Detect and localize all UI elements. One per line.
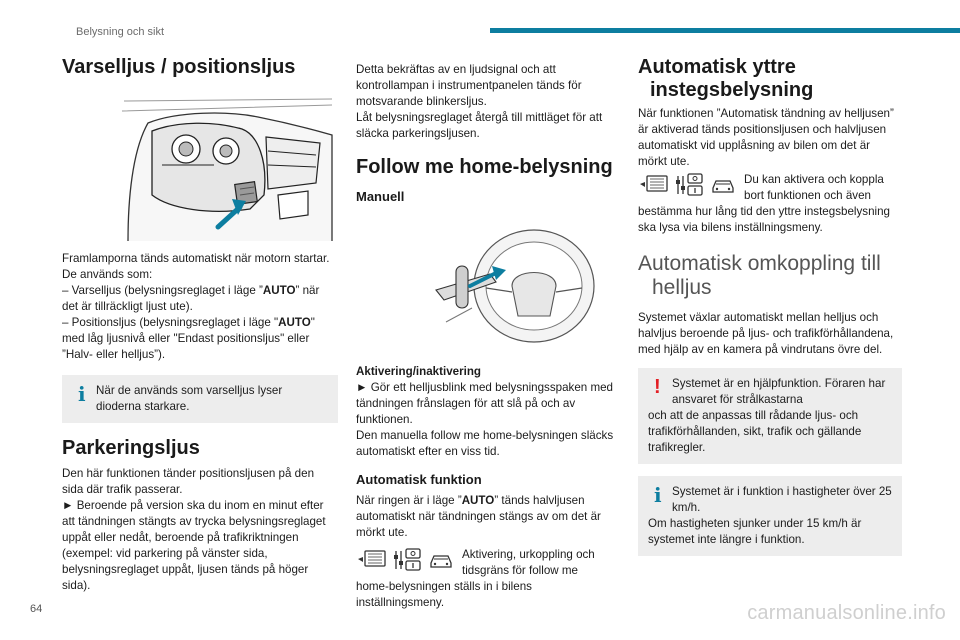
drl-item-daytime: – Varselljus (belysningsreglaget i läge ”AUTO” när det är tillräckligt ljust ute). — [62, 284, 320, 313]
drl-item-position: – Positionsljus (belysningsreglaget i läge "AUTO" med låg ljusnivå eller "Endast positionsljus" eller ”Halv- eller helljus”). — [62, 316, 315, 361]
steering-wheel-illustration — [416, 212, 606, 362]
parking-reset-text: Låt belysningsreglaget återgå till mittläget för att släcka parkeringsljusen. — [356, 111, 603, 140]
follow-me-settings-row — [356, 547, 618, 579]
activation-title: Aktivering/inaktivering — [356, 365, 481, 378]
touchscreen-icon — [356, 549, 388, 576]
drl-title: Varselljus / positionsljus — [62, 56, 296, 78]
settings-icons-group — [356, 547, 454, 578]
automatic-text: När ringen är i läge ”AUTO” tänds halvljusen automatiskt när tändningen stängs av om det är mörkt ute. — [356, 494, 601, 539]
column-left — [62, 56, 338, 594]
car-settings-icon — [710, 174, 736, 201]
activation-text: ► Gör ett helljusblink med belysningsspaken med tändningen frånslagen för att slå på och av funktionen. — [356, 381, 614, 426]
parking-lights-steps: ► Beroende på version ska du inom en minut efter att tändningen stängts av trycka belysningsreglaget uppåt eller nedåt, beroende på trafikriktningen (exempel: vid parkering på vänster sida, belysningsreglaget uppåt, ljusen tänds på höger sida). — [62, 499, 326, 592]
follow-me-settings-text: Aktivering, urkoppling och tidsgräns för follow me — [462, 548, 595, 577]
settings-panel-icon — [392, 547, 424, 578]
drl-used-as: De används som: — [62, 268, 153, 281]
parking-confirm-text: Detta bekräftas av en ljudsignal och att kontrollampan i instrumentpanelen tänds för motsvarande blinkersljus. — [356, 63, 582, 108]
welcome-settings-text-cont: bestämma hur lång tid den yttre instegsbelysning ska lysa via bilens inställningsmeny. — [638, 205, 890, 234]
drl-intro: Framlamporna tänds automatiskt när motorn startar. — [62, 252, 330, 265]
page-number: 64 — [30, 603, 43, 615]
auto-high-beam-text: Systemet växlar automatiskt mellan helljus och halvljus beroende på ljus- och trafikförhållandena, med hjälp av en kamera på vindrutans övre del. — [638, 311, 894, 356]
welcome-settings-row — [638, 172, 902, 204]
speed-info-note: i Systemet är i funktion i hastigheter över 25 km/h. Om hastigheten sjunker under 15 km/h är systemet inte längre i funktion. — [638, 476, 902, 556]
automatic-subtitle: Automatisk funktion — [356, 472, 482, 487]
warning-icon: ! — [654, 376, 661, 398]
driver-responsibility-warning: ! Systemet är en hjälpfunktion. Föraren har ansvaret för strålkastarna och att de anpassas till rådande ljus- och trafikförhållanden, sikt, trafik och gällande trafikregler. — [638, 368, 902, 464]
settings-panel-icon — [674, 172, 706, 203]
info-icon: i — [78, 382, 86, 406]
parking-lights-text: Den här funktionen tänder positionsljusen på den sida där trafik passerar. — [62, 467, 315, 496]
column-middle — [356, 62, 618, 611]
welcome-settings-icons — [638, 172, 736, 203]
welcome-lighting-title: Automatisk yttre instegsbelysning — [638, 56, 814, 101]
car-settings-icon — [428, 549, 454, 576]
auto-high-beam-title: Automatisk omkoppling till helljus — [638, 252, 881, 299]
info-icon: i — [654, 483, 662, 507]
drl-info-note: i När de används som varselljus lyser dioderna starkare. — [62, 375, 338, 423]
headlamp-illustration — [118, 91, 338, 243]
follow-me-home-title: Follow me home-belysning — [356, 156, 613, 178]
touchscreen-icon — [638, 174, 670, 201]
manual-subtitle: Manuell — [356, 189, 405, 204]
column-right — [638, 56, 902, 556]
welcome-settings-text: Du kan aktivera och koppla bort funktionen och även — [744, 173, 884, 202]
header-section-title: Belysning och sikt — [76, 26, 165, 38]
manual-off-text: Den manuella follow me home-belysningen släcks automatiskt efter en viss tid. — [356, 429, 614, 458]
header-accent-bar — [490, 28, 960, 33]
follow-me-settings-text-cont: home-belysningen ställs in i bilens inställningsmeny. — [356, 580, 532, 609]
welcome-lighting-text: När funktionen ”Automatisk tändning av helljusen” är aktiverad tänds positionsljusen och halvljusen automatiskt vid upplåsning av bilen om det är mörkt ute. — [638, 107, 894, 168]
parking-lights-title: Parkeringsljus — [62, 437, 200, 459]
watermark-text: carmanualsonline.info — [747, 602, 946, 624]
